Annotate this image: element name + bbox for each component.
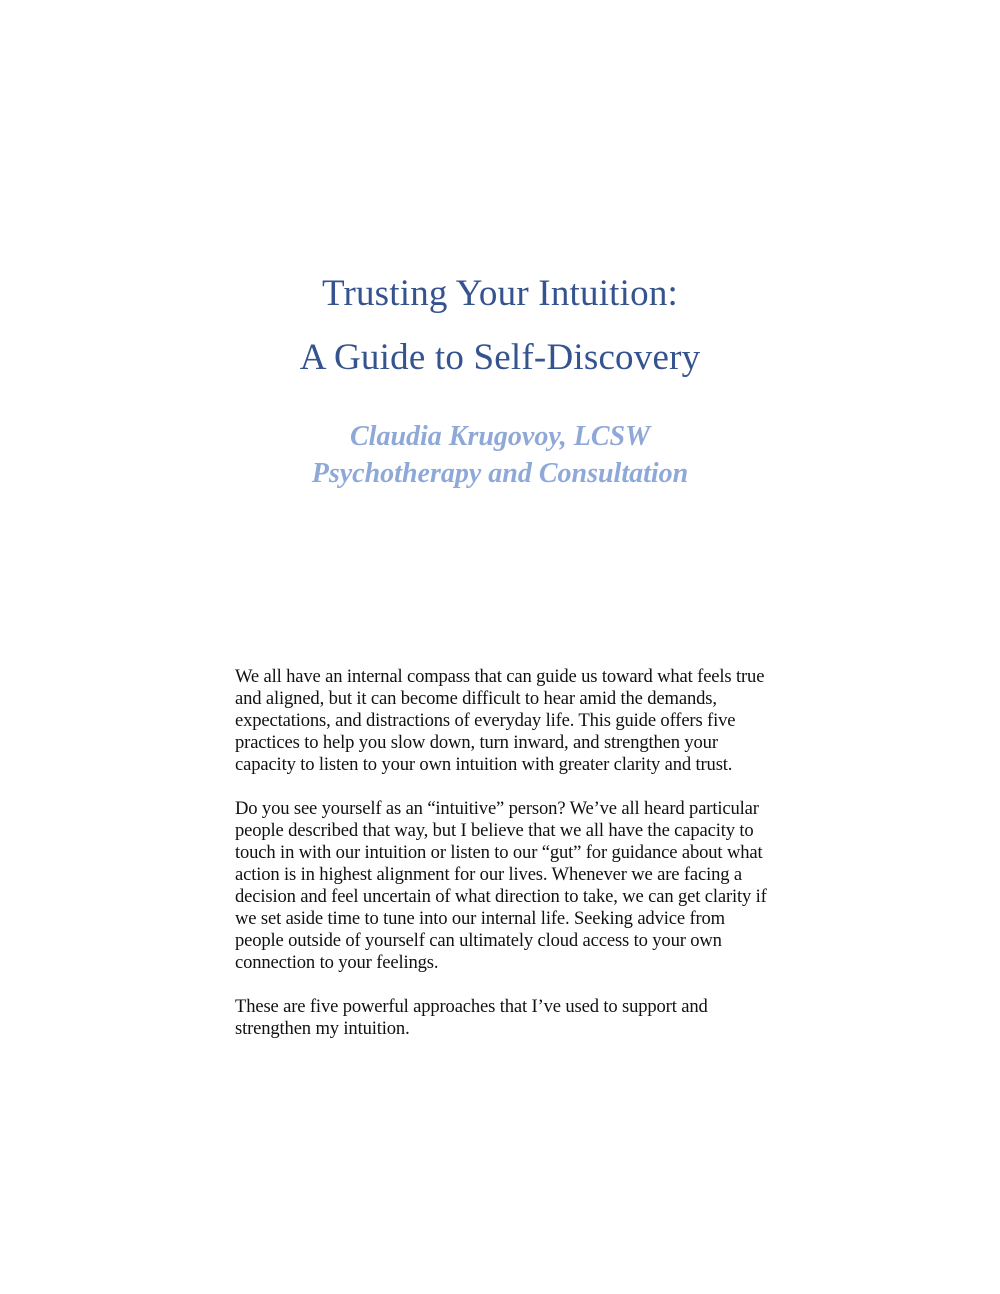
intro-paragraph: We all have an internal compass that can guide us toward what feels true and aligned, but it can become difficult to hear amid the demands, expectations, and distractions of everyday life. This guide offers five practices to help you slow down, turn inward, and strengthen your capacity to listen to your own intuition with greater clarity and trust. bbox=[235, 666, 765, 775]
title-line-2: A Guide to Self-Discovery bbox=[299, 337, 701, 378]
author-practice: Psychotherapy and Consultation bbox=[311, 458, 689, 489]
author-name: Claudia Krugovoy, LCSW bbox=[349, 421, 650, 452]
intuition-paragraph: Do you see yourself as an “intuitive” person? We’ve all heard particular people described that way, but I believe that we all have the capacity to touch in with our intuition or listen to our “gut” for guidance about what action is in highest alignment for our lives. Whenever we are facing a decision and feel uncertain of what direction to take, we can get clarity if we set aside time to tune into our internal life. Seeking advice from people outside of yourself can ultimately cloud access to your own connection to your feelings. bbox=[235, 798, 767, 973]
document-title bbox=[0, 262, 1000, 390]
title-line-1: Trusting Your Intuition: bbox=[321, 273, 679, 314]
approaches-paragraph: These are five powerful approaches that I’ve used to support and strengthen my intuition. bbox=[235, 996, 708, 1039]
body-text bbox=[235, 666, 770, 1062]
author-info bbox=[0, 418, 1000, 492]
